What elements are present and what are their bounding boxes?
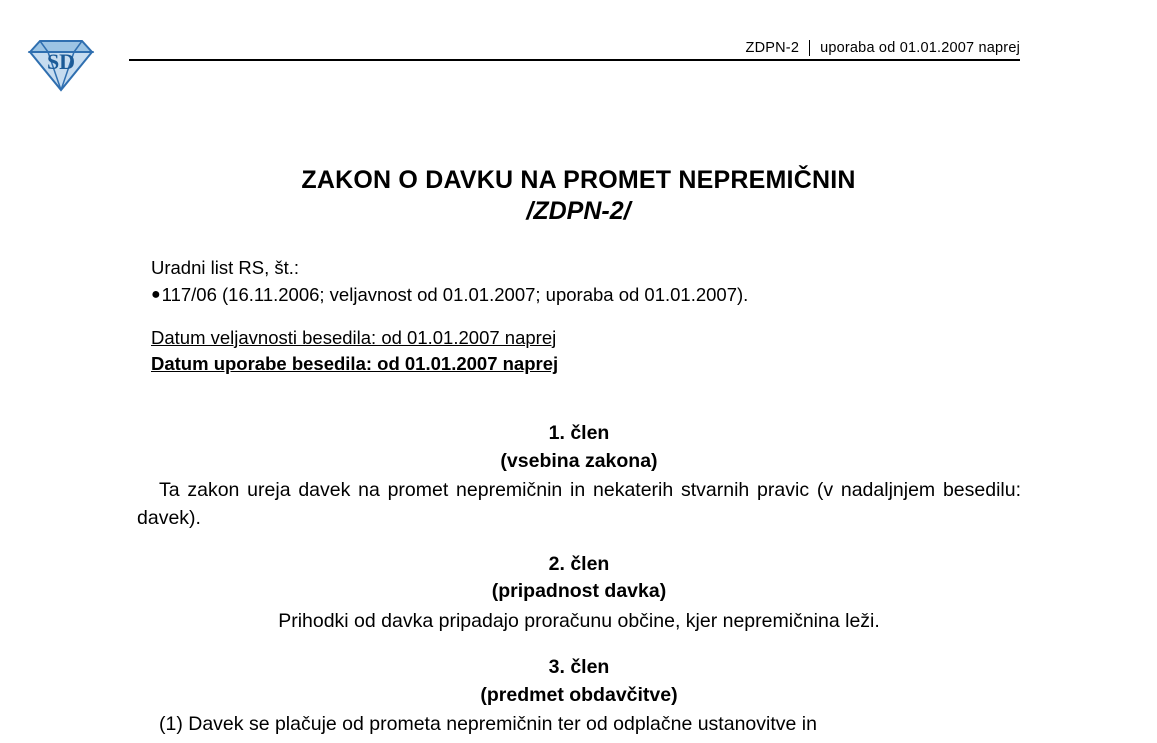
page-title: ZAKON O DAVKU NA PROMET NEPREMIČNIN (301, 166, 856, 194)
document-title-block (0, 165, 1157, 228)
gazette-entry-item (151, 282, 1051, 309)
article-number-2: 2. člen (548, 552, 610, 575)
article-body-3: (1) Davek se plačuje od prometa nepremičnin ter od odplačne ustanovitve in (159, 713, 817, 736)
svg-text:SD: SD (46, 49, 76, 74)
articles-container (137, 420, 1021, 739)
article-body-2: Prihodki od davka pripadajo proračunu občine, kjer nepremičnina leži. (278, 610, 880, 633)
page-subtitle: /ZDPN-2/ (526, 197, 631, 226)
gazette-meta-block (151, 255, 1051, 378)
article-title-1: (vsebina zakona) (500, 449, 658, 472)
header-usage-note: uporaba od 01.01.2007 naprej (820, 40, 1020, 56)
validity-date-line: Datum veljavnosti besedila: od 01.01.2007 naprej (151, 326, 557, 348)
header-doc-id: ZDPN-2 (745, 40, 800, 56)
page-header (0, 0, 1157, 86)
article-title-3: (predmet obdavčitve) (480, 683, 678, 706)
article-body-1: Ta zakon ureja davek na promet nepremičnin in nekaterih stvarnih pravic (v nadaljnjem besedilu: davek). (137, 479, 1021, 530)
logo-icon (22, 38, 100, 94)
usage-date-line: Datum uporabe besedila: od 01.01.2007 naprej (151, 353, 559, 375)
article-number-3: 3. člen (548, 655, 610, 678)
gazette-entry-text: 117/06 (16.11.2006; veljavnost od 01.01.2007; uporaba od 01.01.2007). (161, 283, 749, 305)
header-rule (129, 59, 1020, 61)
gazette-label: Uradni list RS, št.: (151, 257, 300, 278)
bullet-icon: ● (151, 285, 161, 303)
article-title-2: (pripadnost davka) (491, 580, 667, 603)
article-number-1: 1. člen (548, 422, 610, 444)
header-title-area (129, 40, 1020, 61)
